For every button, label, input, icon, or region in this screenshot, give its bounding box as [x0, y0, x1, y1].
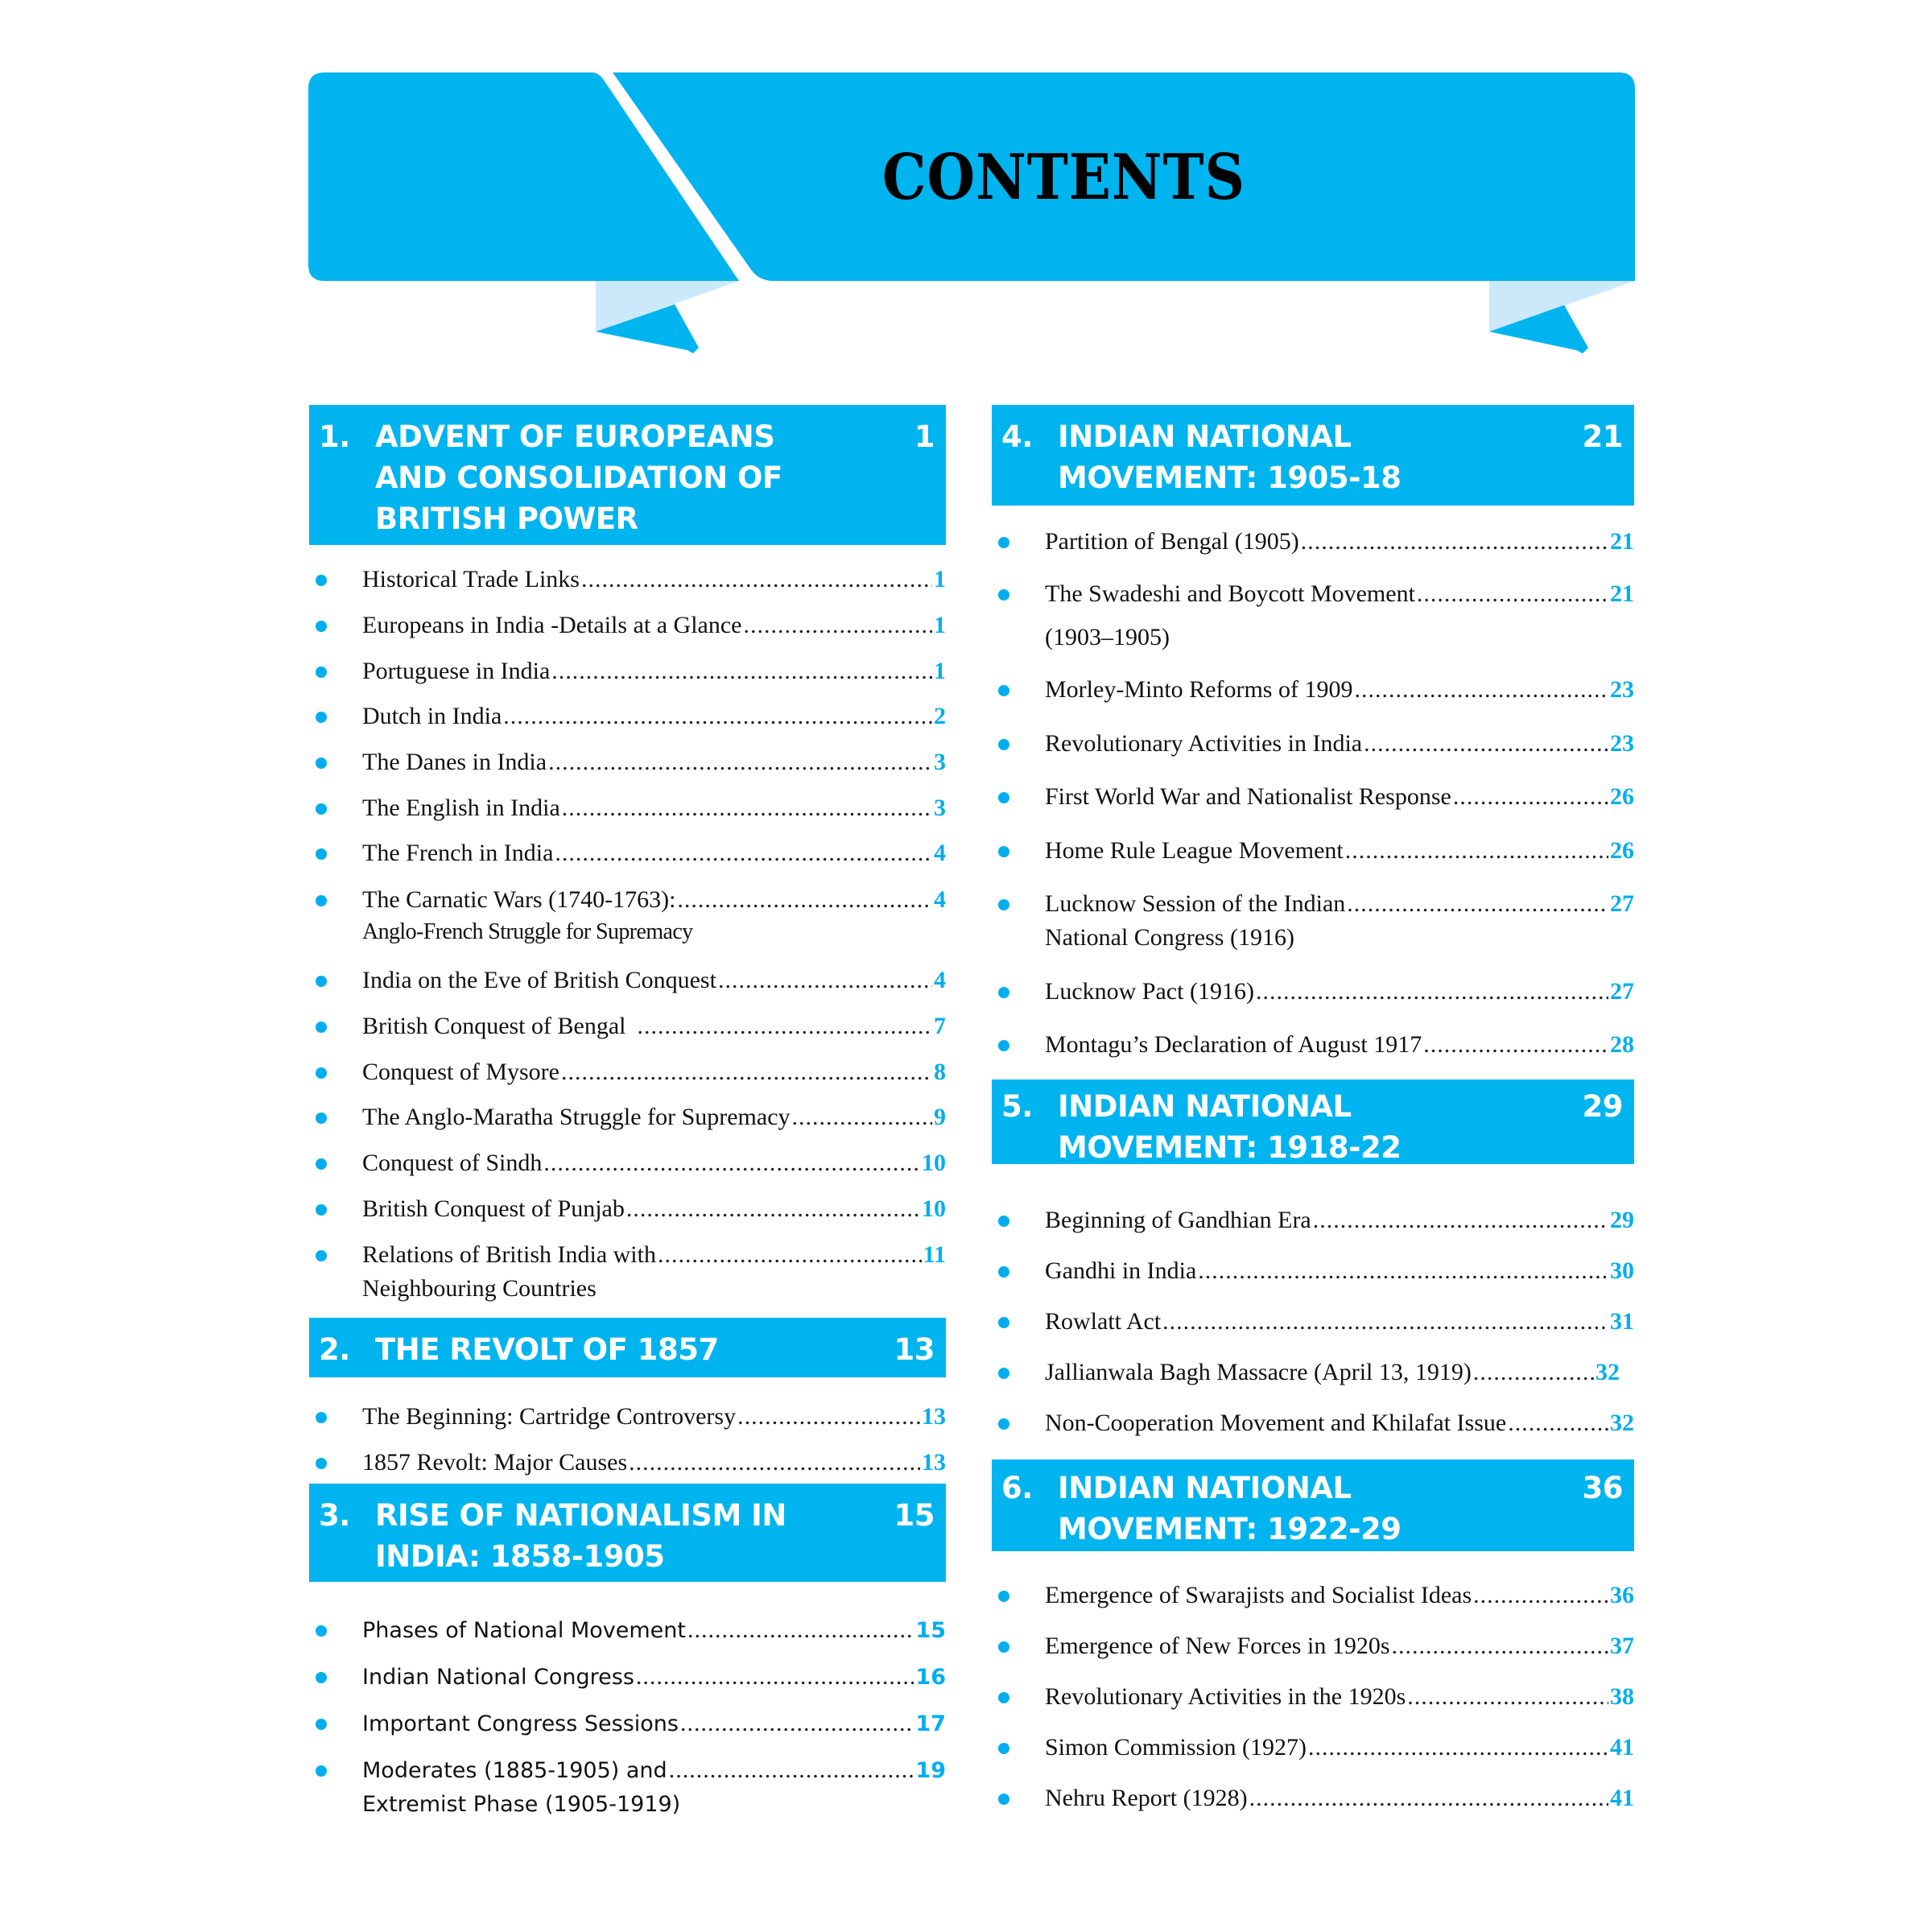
entry-page: 23 [1610, 730, 1634, 757]
section-title: THE REVOLT OF 1857 [375, 1332, 719, 1367]
bullet-icon [998, 792, 1009, 803]
entry-page: 21 [1610, 528, 1634, 555]
dot-leader [626, 1193, 920, 1225]
bullet-icon [998, 1368, 1009, 1379]
section-number: 6. [1001, 1471, 1033, 1505]
section-title: INDIAN NATIONAL MOVEMENT: 1905-18 [1058, 419, 1402, 495]
bullet-icon [998, 1591, 1009, 1602]
bullet-icon [998, 1216, 1009, 1227]
entry-page: 36 [1610, 1582, 1634, 1608]
dot-leader [1508, 1407, 1608, 1439]
dot-leader [543, 1147, 920, 1179]
bullet-icon [998, 739, 1009, 750]
section-3 [309, 1484, 946, 1582]
toc-entry[interactable]: Historical Trade Links ..... 1 [309, 564, 946, 596]
bullet-icon [316, 1625, 327, 1637]
toc-entry[interactable]: Important Congress Sessions ..... 17 [309, 1707, 946, 1740]
entry-page: 1 [934, 566, 946, 592]
entry-page: 19 [915, 1758, 946, 1783]
entry-page: 10 [922, 1150, 946, 1176]
dot-leader [1345, 835, 1608, 867]
bullet-icon [998, 1641, 1009, 1653]
toc-entry[interactable]: Dutch in India ..... 2 [309, 700, 946, 733]
section-2 [309, 1318, 946, 1377]
dot-leader [1347, 888, 1608, 920]
section-title: ADVENT OF EUROPEANS AND CONSOLIDATION OF BRITISH POWER [375, 419, 782, 536]
dot-leader [1453, 781, 1608, 813]
section-1-items [309, 0, 946, 1932]
toc-entry[interactable]: The Beginning: Cartridge Controversy ..... 13 [309, 1401, 946, 1433]
toc-entry[interactable]: Relations of British India with ..... 11 Neighbouring Countries [309, 1239, 946, 1305]
entry-page: 13 [922, 1403, 946, 1430]
dot-leader [1473, 1579, 1608, 1612]
entry-page: 4 [934, 840, 946, 866]
toc-entry[interactable]: First World War and Nationalist Response ..... 26 [992, 781, 1634, 813]
bullet-icon [316, 1765, 327, 1777]
entry-page: 15 [915, 1618, 946, 1643]
bullet-icon [316, 1204, 327, 1216]
dot-leader [1249, 1782, 1608, 1814]
toc-entry[interactable]: Conquest of Mysore ..... 8 [309, 1056, 946, 1088]
toc-entry[interactable]: Nehru Report (1928) ..... 41 [992, 1782, 1634, 1814]
toc-entry[interactable]: Non-Cooperation Movement and Khilafat Issue ..... 32 [992, 1407, 1634, 1439]
toc-entry[interactable]: Moderates (1885-1905) and ..... 19 Extremist Phase (1905-1919) [309, 1754, 946, 1821]
dot-leader [1354, 674, 1608, 706]
entry-page: 38 [1610, 1683, 1634, 1710]
bullet-icon [998, 1743, 1009, 1754]
toc-entry[interactable]: Morley-Minto Reforms of 1909 ..... 23 [992, 674, 1634, 706]
toc-entry[interactable]: Beginning of Gandhian Era ..... 29 [992, 1204, 1634, 1236]
bullet-icon [316, 1250, 327, 1261]
bullet-icon [998, 1317, 1009, 1328]
dot-leader [718, 964, 932, 997]
toc-entry[interactable]: British Conquest of Bengal ..... 7 [309, 1010, 946, 1042]
bullet-icon [998, 1418, 1009, 1430]
toc-entry[interactable]: 1857 Revolt: Major Causes ..... 13 [309, 1447, 946, 1479]
toc-entry[interactable]: Phases of National Movement ..... 15 [309, 1614, 946, 1647]
bullet-icon [998, 987, 1009, 998]
toc-entry[interactable]: Jallianwala Bagh Massacre (April 13, 1919) ..... 32 [992, 1356, 1620, 1389]
bullet-icon [316, 575, 327, 586]
section-page: 29 [1582, 1089, 1623, 1124]
section-number: 3. [319, 1498, 350, 1533]
dot-leader [555, 837, 932, 869]
section-number: 1. [319, 419, 350, 454]
bullet-icon [316, 621, 327, 632]
entry-page: 26 [1610, 783, 1634, 810]
dot-leader [658, 1239, 922, 1271]
entry-page: 16 [915, 1665, 946, 1690]
entry-page: 13 [922, 1449, 946, 1476]
section-heading[interactable] [309, 1318, 946, 1377]
dot-leader [1301, 526, 1608, 558]
bullet-icon [316, 1719, 327, 1730]
toc-entry[interactable]: The French in India ..... 4 [309, 837, 946, 869]
bullet-icon [316, 758, 327, 769]
toc-entry[interactable]: Conquest of Sindh ..... 10 [309, 1147, 946, 1179]
dot-leader [1308, 1732, 1608, 1764]
toc-entry[interactable]: Indian National Congress ..... 16 [309, 1661, 946, 1694]
dot-leader [743, 609, 932, 642]
bullet-icon [316, 803, 327, 815]
dot-leader [629, 1447, 920, 1479]
entry-page: 32 [1610, 1410, 1634, 1436]
toc-entry[interactable]: Portuguese in India ..... 1 [309, 655, 946, 687]
dot-leader [1256, 976, 1608, 1008]
dot-leader [581, 564, 932, 596]
toc-entry[interactable]: Emergence of New Forces in 1920s ..... 37 [992, 1630, 1634, 1662]
entry-page: 17 [915, 1711, 946, 1736]
dot-leader [680, 1707, 914, 1740]
section-number: 2. [319, 1332, 350, 1367]
entry-page: 31 [1610, 1308, 1634, 1335]
entry-page: 32 [1596, 1359, 1620, 1385]
dot-leader [1162, 1306, 1608, 1338]
section-title: INDIAN NATIONAL MOVEMENT: 1918-22 [1058, 1089, 1402, 1165]
entry-page: 1 [934, 612, 946, 638]
toc-entry[interactable]: Partition of Bengal (1905) ..... 21 [992, 526, 1634, 558]
page-title: CONTENTS [881, 141, 1245, 214]
entry-page: 4 [934, 967, 946, 993]
toc-entry[interactable]: The English in India ..... 3 [309, 792, 946, 824]
bullet-icon [316, 1113, 327, 1124]
entry-page: 28 [1610, 1031, 1634, 1058]
entry-page: 4 [934, 886, 946, 913]
entry-page: 27 [1610, 890, 1634, 917]
section-page: 36 [1582, 1471, 1623, 1505]
section-heading[interactable] [309, 1484, 946, 1582]
entry-page: 9 [934, 1104, 946, 1130]
toc-entry[interactable]: Gandhi in India ..... 30 [992, 1255, 1634, 1287]
toc-entry[interactable]: British Conquest of Punjab ..... 10 [309, 1193, 946, 1225]
bullet-icon [316, 1458, 327, 1469]
entry-page: 21 [1610, 580, 1634, 607]
bullet-icon [998, 589, 1009, 601]
section-page: 21 [1582, 419, 1623, 454]
toc-entry[interactable]: The Anglo-Maratha Struggle for Supremacy ..... 9 [309, 1101, 946, 1133]
toc-entry[interactable]: The Danes in India ..... 3 [309, 746, 946, 778]
dot-leader [551, 655, 932, 687]
toc-entry[interactable]: The Swadeshi and Boycott Movement ..... 21 (1903–1905) [992, 578, 1634, 654]
dot-leader [636, 1661, 914, 1693]
dot-leader [1423, 1029, 1608, 1061]
dot-leader [561, 1056, 932, 1088]
toc-entry[interactable]: Rowlatt Act ..... 31 [992, 1306, 1634, 1338]
bullet-icon [316, 895, 327, 906]
bullet-icon [316, 1672, 327, 1683]
section-title: RISE OF NATIONALISM IN INDIA: 1858-1905 [375, 1498, 786, 1574]
bullet-icon [998, 685, 1009, 696]
bullet-icon [316, 1158, 327, 1170]
entry-page: 1 [934, 658, 946, 684]
section-page: 13 [894, 1332, 935, 1367]
toc-entry[interactable]: Home Rule League Movement ..... 26 [992, 835, 1634, 867]
toc-entry[interactable]: Revolutionary Activities in the 1920s ..... 38 [992, 1681, 1634, 1713]
bullet-icon [316, 976, 327, 987]
dot-leader [503, 700, 932, 733]
toc-entry[interactable]: India on the Eve of British Conquest ..... 4 [309, 964, 946, 997]
bullet-icon [998, 1266, 1009, 1278]
entry-page: 11 [923, 1241, 946, 1268]
dot-leader [687, 1614, 914, 1646]
toc-entry[interactable]: Revolutionary Activities in India ..... 23 [992, 728, 1634, 760]
bullet-icon [998, 1794, 1009, 1805]
toc-entry[interactable]: The Carnatic Wars (1740-1763): ..... 4 Anglo-French Struggle for Supremacy [309, 884, 946, 948]
bullet-icon [998, 1692, 1009, 1703]
bullet-icon [998, 846, 1009, 857]
bullet-icon [316, 1412, 327, 1423]
dot-leader [1198, 1255, 1608, 1287]
entry-page: 3 [934, 749, 946, 775]
toc-entry[interactable]: Simon Commission (1927) ..... 41 [992, 1732, 1634, 1764]
bullet-icon [316, 667, 327, 678]
bullet-icon [316, 848, 327, 860]
entry-page: 3 [934, 795, 946, 821]
bullet-icon [316, 712, 327, 723]
entry-page: 2 [934, 703, 946, 729]
toc-entry[interactable]: Lucknow Pact (1916) ..... 27 [992, 976, 1634, 1008]
dot-leader [637, 1010, 932, 1042]
dot-leader [1364, 728, 1608, 760]
entry-page: 26 [1610, 837, 1634, 864]
dot-leader [548, 746, 932, 778]
bullet-icon [316, 1022, 327, 1033]
dot-leader [1407, 1681, 1608, 1713]
toc-entry[interactable]: Lucknow Session of the Indian ..... 27 National Congress (1916) [992, 888, 1634, 954]
section-page: 1 [914, 419, 935, 454]
bullet-icon [998, 1040, 1009, 1051]
section-number: 5. [1001, 1089, 1033, 1124]
section-number: 4. [1001, 419, 1033, 454]
entry-page: 23 [1610, 676, 1634, 703]
entry-page: 29 [1610, 1207, 1634, 1233]
dot-leader [1392, 1630, 1609, 1662]
bullet-icon [998, 537, 1009, 548]
dot-leader [677, 884, 932, 916]
dot-leader [737, 1401, 920, 1433]
toc-entry[interactable]: Emergence of Swarajists and Socialist Ideas ..... 36 [992, 1579, 1634, 1612]
bullet-icon [316, 1067, 327, 1079]
dot-leader [792, 1101, 932, 1133]
entry-page: 8 [934, 1059, 946, 1085]
entry-page: 7 [934, 1013, 946, 1039]
toc-entry[interactable]: Montagu’s Declaration of August 1917 ..... 28 [992, 1029, 1634, 1061]
entry-page: 41 [1610, 1734, 1634, 1761]
entry-page: 27 [1610, 978, 1634, 1005]
section-title: INDIAN NATIONAL MOVEMENT: 1922-29 [1058, 1471, 1402, 1546]
entry-page: 10 [922, 1195, 946, 1222]
entry-page: 37 [1610, 1633, 1634, 1659]
dot-leader [1417, 578, 1608, 610]
right-column-items [992, 0, 1634, 1932]
toc-entry[interactable]: Europeans in India -Details at a Glance ..... 1 [309, 609, 946, 642]
bullet-icon [998, 899, 1009, 910]
entry-page: 30 [1610, 1257, 1634, 1284]
dot-leader [669, 1754, 914, 1786]
section-page: 15 [894, 1498, 935, 1533]
dot-leader [562, 792, 932, 824]
entry-page: 41 [1610, 1785, 1634, 1811]
dot-leader [1313, 1204, 1608, 1236]
dot-leader [1473, 1356, 1594, 1389]
